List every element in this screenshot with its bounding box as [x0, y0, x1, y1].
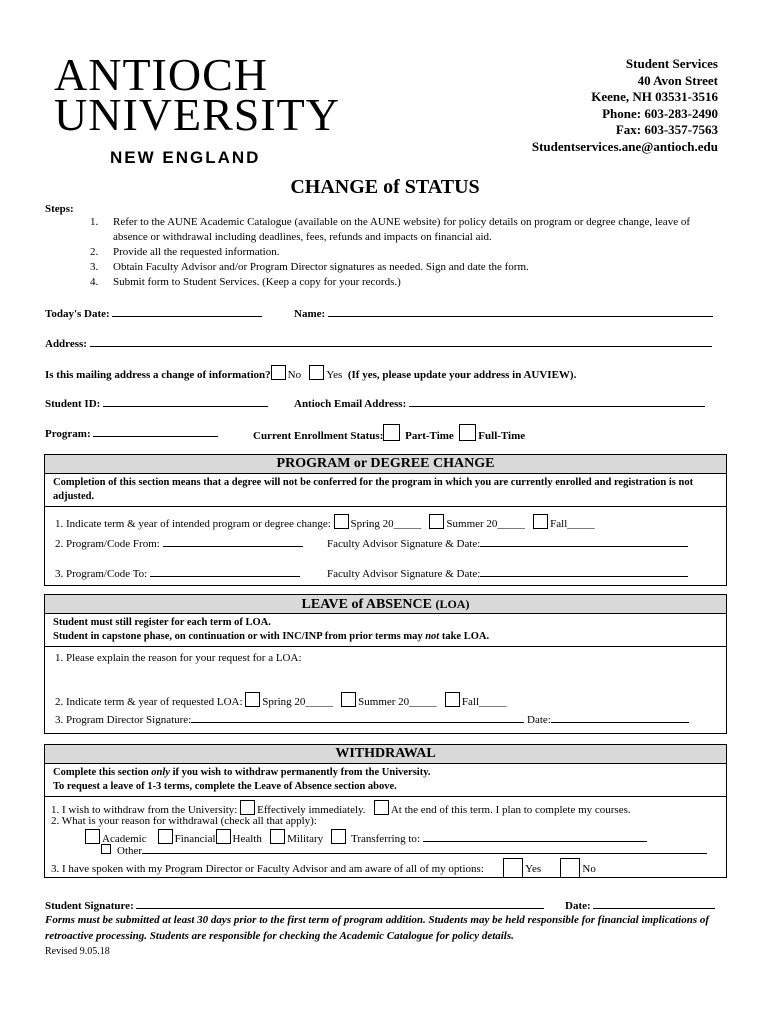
wd-immediate-label: Effectively immediately.: [257, 804, 366, 816]
pc-spring-checkbox[interactable]: [334, 514, 349, 529]
step-item: [90, 260, 700, 275]
logo-antioch: ANTIOCH: [54, 49, 268, 100]
step-text: Refer to the AUNE Academic Catalogue (available on the AUNE website) for policy details on program or degree change, leave of absence or withdrawal including deadlines, fees, refunds and impacts on financial aid.: [113, 216, 690, 243]
pc-sig1-row: [327, 536, 688, 550]
student-id-field: [45, 396, 268, 410]
loa-sig-label: 3. Program Director Signature:: [55, 714, 192, 726]
mailing-no-checkbox[interactable]: [271, 365, 286, 380]
program-input[interactable]: [93, 426, 218, 437]
loa-spring-checkbox[interactable]: [245, 692, 260, 707]
wd-military-label: Military: [287, 833, 324, 845]
mailing-no-label: No: [287, 369, 302, 381]
signature-date-field: [565, 898, 715, 912]
wd-yes-checkbox[interactable]: [503, 858, 523, 878]
pc-from-input[interactable]: [163, 536, 303, 547]
wd-other-checkbox[interactable]: [101, 844, 111, 854]
wd-immediate-checkbox[interactable]: [240, 800, 255, 815]
email-field: [294, 396, 705, 410]
pc-summer-checkbox[interactable]: [429, 514, 444, 529]
steps-list: [90, 215, 700, 290]
wd-other-input[interactable]: [142, 843, 707, 854]
loa-summer-checkbox[interactable]: [341, 692, 356, 707]
wd-end-term-label: At the end of this term. I plan to complete my courses.: [390, 804, 631, 816]
logo-university: UNIVERSITY: [54, 89, 340, 140]
address-label: Address:: [45, 338, 87, 350]
wd-q1-row: [51, 800, 631, 816]
wd-q3-row: [51, 858, 596, 878]
wd-academic-checkbox[interactable]: [85, 829, 100, 844]
loa-fall-label: Fall_____: [461, 696, 507, 708]
part-time-label: Part-Time: [405, 430, 454, 442]
wd-transferring-input[interactable]: [423, 831, 647, 842]
pc-fall-checkbox[interactable]: [533, 514, 548, 529]
step-number: 2.: [90, 246, 99, 258]
step-item: [90, 215, 700, 245]
part-time-checkbox[interactable]: [383, 424, 400, 441]
date-input[interactable]: [112, 306, 262, 317]
email-input[interactable]: [409, 396, 705, 407]
contact-dept: Student Services: [625, 56, 718, 71]
loa-q1-label: 1. Please explain the reason for your request for a LOA:: [55, 652, 302, 664]
pc-sig1-input[interactable]: [480, 536, 688, 547]
pc-q1-label: 1. Indicate term & year of intended program or degree change:: [55, 518, 331, 530]
step-number: 3.: [90, 261, 99, 273]
mailing-question: Is this mailing address a change of information?: [45, 369, 271, 381]
wd-military-checkbox[interactable]: [270, 829, 285, 844]
loa-heading: [45, 595, 726, 614]
enrollment-field: [253, 424, 525, 442]
contact-fax: Fax: 603-357-7563: [615, 122, 718, 137]
withdrawal-note-2: To request a leave of 1-3 terms, complete the Leave of Absence section above.: [53, 781, 397, 792]
address-field: [45, 336, 712, 350]
wd-health-label: Health: [232, 833, 262, 845]
pc-sig1-label: Faculty Advisor Signature & Date:: [327, 538, 481, 550]
loa-note-2a: Student in capstone phase, on continuation or with INC/INP from prior terms may: [53, 631, 426, 642]
wd-health-checkbox[interactable]: [216, 829, 231, 844]
contact-phone: Phone: 603-283-2490: [602, 105, 718, 121]
name-field: [294, 306, 713, 320]
step-text: Submit form to Student Services. (Keep a copy for your records.): [113, 276, 401, 288]
loa-fall-checkbox[interactable]: [445, 692, 460, 707]
loa-q2-row: [55, 692, 507, 708]
wd-transferring-checkbox[interactable]: [331, 829, 346, 844]
loa-note-2b: not: [425, 631, 440, 642]
loa-note: [45, 614, 726, 647]
wd-transferring-label: Transferring to:: [350, 833, 420, 845]
pc-q2-row: [55, 536, 303, 550]
program-change-heading: PROGRAM or DEGREE CHANGE: [45, 455, 726, 474]
loa-sig-input[interactable]: [191, 712, 524, 723]
mailing-yes-note: (If yes, please update your address in AUVIEW).: [347, 369, 577, 381]
step-item: [90, 275, 700, 290]
pc-sig2-label: Faculty Advisor Signature & Date:: [327, 568, 481, 580]
step-number: 4.: [90, 276, 99, 288]
wd-no-checkbox[interactable]: [560, 858, 580, 878]
date-field: [45, 306, 262, 320]
student-id-input[interactable]: [103, 396, 268, 407]
mailing-yes-label: Yes: [326, 369, 343, 381]
loa-spring-label: Spring 20_____: [262, 696, 333, 708]
wd-financial-checkbox[interactable]: [158, 829, 173, 844]
loa-q2-label: 2. Indicate term & year of requested LOA:: [55, 696, 243, 708]
student-id-label: Student ID:: [45, 398, 101, 410]
wd-end-term-checkbox[interactable]: [374, 800, 389, 815]
student-signature-field: [45, 898, 544, 912]
wd-other-row: [101, 843, 707, 857]
pc-to-label: 3. Program/Code To:: [55, 568, 148, 580]
student-signature-label: Student Signature:: [45, 900, 134, 912]
full-time-label: Full-Time: [478, 430, 526, 442]
contact-street: 40 Avon Street: [637, 72, 718, 88]
withdrawal-section: [44, 744, 727, 878]
name-label: Name:: [294, 308, 326, 320]
step-number: 1.: [90, 216, 99, 228]
withdrawal-note-1b: only: [151, 767, 170, 778]
wd-q3-label: 3. I have spoken with my Program Director or Faculty Advisor and am aware of all of my options:: [51, 863, 484, 875]
pc-summer-label: Summer 20_____: [446, 518, 525, 530]
loa-heading-abbr: (LOA): [435, 597, 470, 611]
address-input[interactable]: [90, 336, 712, 347]
loa-summer-label: Summer 20_____: [358, 696, 437, 708]
loa-note-2: [53, 630, 718, 644]
loa-note-2c: take LOA.: [439, 631, 490, 642]
loa-note-1: Student must still register for each term of LOA.: [53, 617, 271, 628]
page-title: CHANGE of STATUS: [290, 176, 480, 198]
pc-from-label: 2. Program/Code From:: [55, 538, 160, 550]
wd-other-label: Other: [117, 845, 143, 857]
program-field: [45, 426, 218, 440]
name-input[interactable]: [328, 306, 713, 317]
student-signature-input[interactable]: [136, 898, 544, 909]
pc-fall-label: Fall_____: [550, 518, 595, 530]
wd-q1-label: 1. I wish to withdraw from the University:: [51, 804, 238, 816]
pc-spring-label: Spring 20_____: [350, 518, 422, 530]
program-change-section: [44, 454, 727, 586]
loa-date-label: Date:: [527, 714, 551, 726]
wd-academic-label: Academic: [102, 833, 147, 845]
withdrawal-note-1c: if you wish to withdraw permanently from the University.: [169, 767, 431, 778]
withdrawal-note-1a: Complete this section: [53, 767, 152, 778]
wd-financial-label: Financial: [174, 833, 216, 845]
pc-to-input[interactable]: [150, 566, 300, 577]
loa-date-input[interactable]: [551, 712, 689, 723]
pc-sig2-row: [327, 566, 688, 580]
step-item: [90, 245, 700, 260]
loa-q3-row: [55, 712, 689, 726]
email-label: Antioch Email Address:: [294, 398, 407, 410]
revised-date: Revised 9.05.18: [45, 946, 110, 957]
withdrawal-note: [45, 764, 726, 797]
step-text: Obtain Faculty Advisor and/or Program Director signatures as needed. Sign and date the form.: [113, 261, 529, 273]
pc-sig2-input[interactable]: [480, 566, 688, 577]
withdrawal-note-1: [53, 766, 718, 780]
mailing-change-row: [45, 365, 576, 381]
full-time-checkbox[interactable]: [459, 424, 476, 441]
date-label: Today's Date:: [45, 308, 110, 320]
enrollment-label: Current Enrollment Status:: [253, 430, 384, 442]
wd-no-label: No: [582, 863, 596, 875]
wd-yes-label: Yes: [525, 863, 542, 875]
loa-heading-text: LEAVE of ABSENCE: [301, 597, 432, 612]
signature-date-input[interactable]: [593, 898, 715, 909]
loa-section: [44, 594, 727, 734]
contact-city: Keene, NH 03531-3516: [591, 89, 718, 104]
steps-label: Steps:: [45, 203, 74, 215]
logo-new-england: NEW ENGLAND: [110, 148, 261, 167]
contact-email: Studentservices.ane@antioch.edu: [531, 138, 718, 154]
step-text: Provide all the requested information.: [113, 246, 280, 258]
program-change-note: Completion of this section means that a degree will not be conferred for the program in which you are currently enrolled and registration is not adjusted.: [45, 474, 726, 507]
footnote: Forms must be submitted at least 30 days prior to the first term of program addition. Students may be held responsible for financial implications of retroactive processing. Students are responsible for checking the Academic Catalogue for policy details.: [45, 914, 710, 942]
pc-q3-row: [55, 566, 300, 580]
wd-q2-label: 2. What is your reason for withdrawal (check all that apply):: [51, 815, 317, 827]
contact-block: [532, 56, 718, 155]
withdrawal-heading: WITHDRAWAL: [45, 745, 726, 764]
program-label: Program:: [45, 428, 91, 440]
signature-date-label: Date:: [565, 900, 591, 912]
mailing-yes-checkbox[interactable]: [309, 365, 324, 380]
pc-q1-row: [55, 514, 595, 530]
